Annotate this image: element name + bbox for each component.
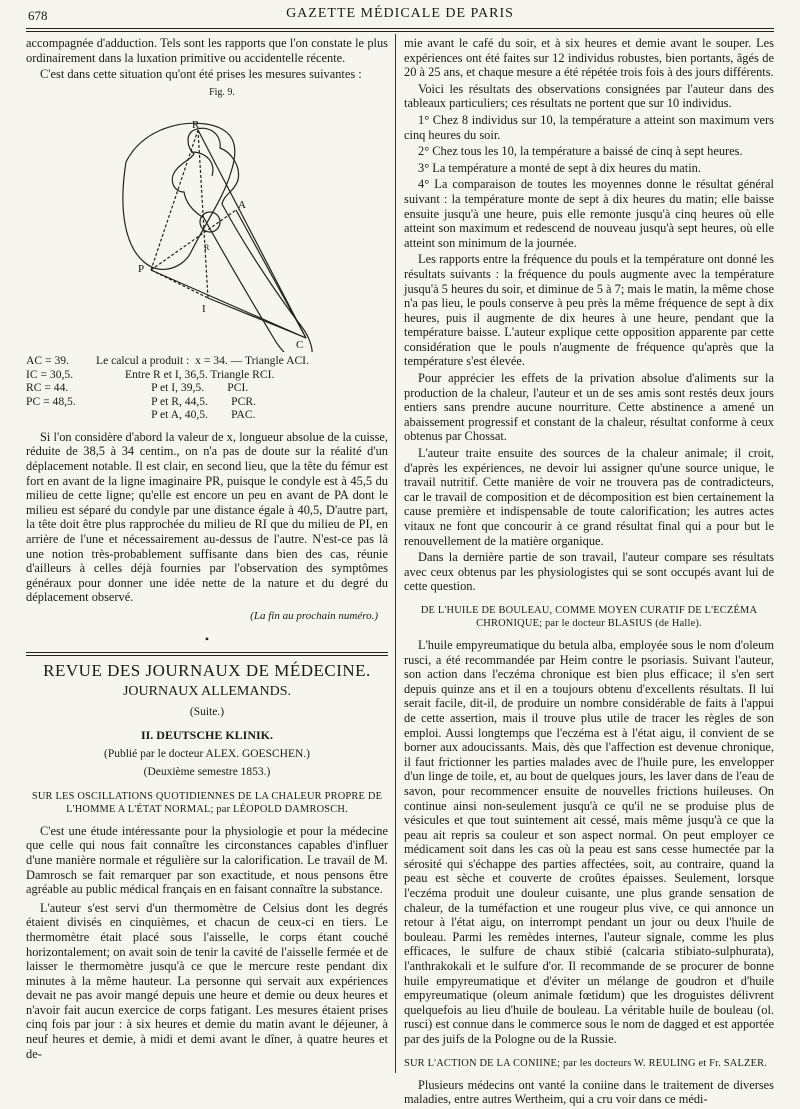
suite-label: (Suite.)	[189, 706, 225, 719]
calc-item: P et R, 44,5. PCR.	[96, 394, 256, 408]
paragraph: 4° La comparaison de toutes les moyennes donne le résultat général suivant : la température monte de sept à dix heures du matin; elle baisse ensuite jusqu'à une heure, puis elle remonte jusqu'à cinq heures où elle atteint son maximum et redescend de nouveau jusqu'à sept heures, où elle atteint son minimum de la journée.	[404, 177, 774, 250]
femur-figure	[26, 102, 388, 352]
paragraph: 2° Chez tous les 10, la température a baissé de cinq à sept heures.	[418, 144, 743, 159]
paragraph: Plusieurs médecins ont vanté la coniine dans le traitement de diverses maladies, entre autres Wertheim, qui a cru voir dans ce médi-	[404, 1077, 774, 1107]
femur-illustration	[26, 102, 388, 352]
calc-item: P et A, 40,5. PAC.	[96, 408, 256, 422]
paragraph: accompagnée d'adduction. Tels sont les rapports que l'on constate le plus ordinairement dans la luxation primitive ou accidentelle récente.	[26, 36, 388, 65]
measure-list	[26, 354, 90, 422]
paragraph: Les rapports entre la fréquence du pouls et la température ont donné les résultats suivants : la fréquence du pouls augmente avec la température jusqu'à 5 heures du soir, et diminue de 5 à 7; mais le matin, la même chose n'a pas lieu, le pouls conserve à peu près la même fréquence de sept à dix heures, puis il augmente de dix heures à une heure, pendant que la température baisse. L'auteur explique cette opposition apparente par cette considération que le pouls n'augmente de fréquence qu'après que la température s'est élevée.	[404, 252, 774, 369]
revue-title: REVUE DES JOURNAUX DE MÉDECINE.	[43, 661, 371, 681]
journal-title: GAZETTE MÉDICALE DE PARIS	[286, 6, 514, 21]
point-label: A	[238, 199, 246, 212]
paragraph: C'est dans cette situation qu'ont été prises les mesures suivantes :	[40, 67, 362, 82]
paragraph: Pour apprécier les effets de la privation absolue d'aliments sur la production de la chaleur, l'auteur et un de ses amis sont restés deux jours entiers sans prendre aucune nourriture. Cette abstinence a amené un abaissement progressif et constant de la chaleur, résultat conforme à ceux obtenus par Chossat.	[404, 371, 774, 444]
column-divider	[395, 34, 396, 1073]
article-heading: SUR LES OSCILLATIONS QUOTIDIENNES DE LA CHALEUR PROPRE DE L'HOMME A L'ÉTAT NORMAL; par LÉOPOLD DAMROSCH.	[31, 790, 383, 815]
continued-note: (La fin au prochain numéro.)	[250, 610, 378, 622]
point-label: R	[192, 119, 200, 132]
paragraph: 3° La température a monté de sept à dix heures du matin.	[418, 160, 701, 175]
journaux-subtitle: JOURNAUX ALLEMANDS.	[122, 683, 291, 699]
separator-dot: •	[204, 631, 210, 646]
point-label: C	[296, 339, 304, 352]
paragraph: 1° Chez 8 individus sur 10, la température a atteint son maximum vers cinq heures du soir.	[404, 112, 774, 142]
point-label: P	[138, 263, 145, 276]
paragraph: L'auteur traite ensuite des sources de la chaleur animale; il croit, d'après les expériences, ne devoir lui assigner qu'une source unique, le travail nutritif. Cette manière de voir ne trouvera pas de contradicteurs, car le travail de composition et de décomposition est bien certainement la cause première et indispensable de toute calorification; les autres actes vitaux ne font que concourir à ce grand résultat final qui a pour but le renouvellement de la matière organique.	[404, 446, 774, 548]
header-rule	[26, 28, 774, 32]
section-rule	[26, 652, 388, 656]
measure-item: IC = 30,5.	[26, 367, 74, 381]
page-number: 678	[28, 8, 48, 23]
paragraph: Voici les résultats des observations consignées par l'auteur dans des tableaux particuliers; ces résultats ne portent que sur 10 individus.	[404, 81, 774, 111]
calc-item: Le calcul a produit : x = 34. — Triangle ACI.	[96, 354, 309, 368]
figure-caption: Fig. 9.	[209, 86, 235, 98]
left-column	[26, 36, 388, 1063]
paragraph: L'auteur s'est servi d'un thermomètre de Celsius dont les degrés étaient divisés en cinquièmes, et chacun de ceux-ci en tiers. Le thermomètre était placé sous l'aisselle, le corps étant couché horizontalement; on avait soin de tenir la cavité de l'aisselle fermée et de laisser le thermomètre jusqu'à ce que le mercure reste pendant dix minutes à la même hauteur. La personne qui servait aux expériences devait ne pas avoir mangé depuis une heure et demie ou deux heures et n'avoir fait aucun exercice de corps fatigant. Les mesures étaient prises cinq fois par jour : à six heures et demie du matin avant le déjeuner, à neuf heures et demie, à midi et demi avant le dîner, à quatre heures et de-	[26, 900, 388, 1061]
article-heading: DE L'HUILE DE BOULEAU, COMME MOYEN CURATIF DE L'ECZÉMA CHRONIQUE; par le docteur BLASIUS (de Halle).	[420, 604, 758, 629]
right-column	[404, 36, 774, 1109]
paragraph: Si l'on considère d'abord la valeur de x, longueur absolue de la cuisse, réduite de 38,5 à 34 centim., on n'a pas de doute sur la réalité d'un déplacement notable. Il est clair, en second lieu, que la tête du fémur est fort en avant de la ligne imaginaire PR, puisque le condyle est à 45,5 du milieu de cette ligne; qu'elle est encore un peu en avant de PA dont le milieu est séparé du condyle par une distance égale à 40,5, D'autre part, la tête doit être plus rapprochée du milieu de RI que du milieu de PI, en arrière de l'une et nécessairement au-dessus de l'autre. N'est-ce pas là une notion très-probablement suffisante dans bien des cas, réunie d'ailleurs à celles déjà fournies par l'observation des symptômes généraux pour donner une idée nette de la nature et du degré du déplacement observé.	[26, 429, 388, 605]
measurements	[26, 354, 388, 422]
measure-item: RC = 44.	[26, 381, 69, 395]
klinik-heading: II. DEUTSCHE KLINIK.	[140, 727, 274, 742]
publisher-line: (Publié par le docteur ALEX. GOESCHEN.)	[103, 747, 310, 760]
measure-item: PC = 48,5.	[26, 394, 76, 408]
point-label: I	[202, 303, 206, 316]
paragraph: Dans la dernière partie de son travail, l'auteur compare ses résultats avec ceux obtenus par les physiologistes qui se sont occupés avant lui de cette question.	[404, 550, 774, 594]
calc-item: Entre R et I, 36,5. Triangle RCI.	[96, 367, 275, 381]
paragraph: C'est une étude intéressante pour la physiologie et pour la médecine que celle qui nous fait connaître les circonstances capables d'influer d'une manière normale et régulière sur la calorification. Le travail de M. Damrosch se fait remarquer par son exactitude, et nous pensons être agréable au public médical français en en faisant connaître la substance.	[26, 823, 388, 897]
calc-list	[90, 354, 388, 422]
article-heading: SUR L'ACTION DE LA CONIINE; par les docteurs W. REULING et Fr. SALZER.	[404, 1057, 768, 1069]
paragraph: mie avant le café du soir, et à six heures et demie avant le souper. Les expériences ont été faites sur 12 individus robustes, bien portants, âgés de 20 à 25 ans, et chaque mesure a été répétée trois fois à des jours différents.	[404, 36, 774, 80]
semester-line: (Deuxième semestre 1853.)	[143, 766, 271, 779]
point-label: R	[204, 243, 210, 253]
calc-item: P et I, 39,5. PCI.	[96, 381, 249, 395]
measure-item: AC = 39.	[26, 354, 69, 368]
paragraph: L'huile empyreumatique du betula alba, employée sous le nom d'oleum rusci, a été recommandée par Heim contre le psoriasis. Suivant l'auteur, son action dans l'eczéma chronique est bien plus efficace; il s'en sert depuis quinze ans et il en a toujours obtenu d'excellents résultats. Il lui serait facile, dit-il, de produire un nombre considérable de faits à l'appui de cette assertion, mais il trouve plus utile de tracer les règles de son emploi. Aussi longtemps que l'eczéma est à l'état aigu, il convient de se borner aux adoucissants. Mais, dès que l'affection est devenue chronique, il faut frictionner les parties malades avec de l'huile pure, les envelopper d'un linge de toile, et, au bout de quelques jours, les laver dans de l'eau de savon, pour recommencer ensuite de nouvelles frictions huileuses. On continue ainsi non-seulement jusqu'à ce qu'il ne se produise plus de vésicules et que tout suintement ait cessé, mais même jusqu'à ce que la peau ait repris sa couleur et son aspect normal. On peut employer ce médicament soit dans les cas où la peau est sans cesse humectée par la sérosité qui s'échappe des parties affectées, soit, au contraire, quand la peau est sèche et couverte de croûtes épaisses. Seulement, lorsque l'eczéma produit une douleur cuisante, une plus grande sensation de chaleur, de la tuméfaction et une rougeur plus vive, ce qui annonce un retour à l'état aigu, on interrompt pendant un jour ou deux l'huile de bouleau. Parmi les remèdes internes, l'auteur signale, comme les plus efficaces, le sulfure de chaux stibié (calcaria stibiato-sulphurata), l'anthrakokali et le sulfure d'or. Il recommande de se procurer de bonne huile empyreumatique et d'éviter un mélange de goudron et d'huile empyreumatique (oleum animale fœtidum) que les droguistes délivrent quelquefois au lieu d'huile de bouleau. La véritable huile de bouleau (ol. rusci) est connue dans le commerce sous le nom de dagged et est apportée par des juifs de la Pologne ou de la Russie.	[404, 637, 774, 1046]
